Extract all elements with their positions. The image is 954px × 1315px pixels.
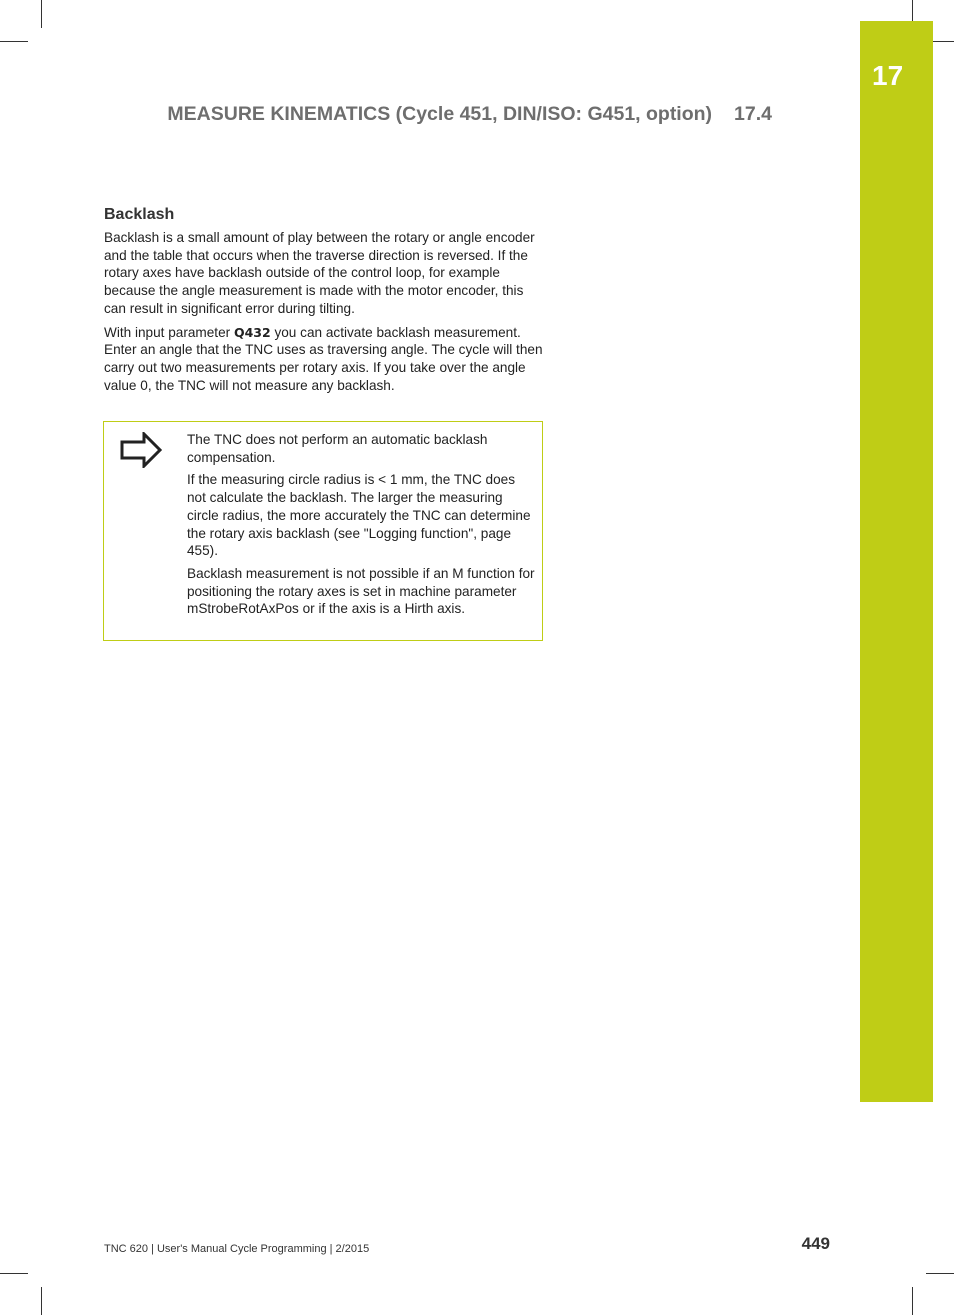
note-item: If the measuring circle radius is < 1 mm, the TNC does not calculate the backlash. The larger the measuring circle radius, the more accurately the TNC can determine the rotary axis backlash (see "Logging function", page 455). <box>187 472 531 559</box>
crop-mark <box>912 1287 913 1315</box>
chapter-number: 17 <box>872 60 904 91</box>
crop-mark <box>0 1273 28 1274</box>
header-section-number: 17.4 <box>734 103 772 125</box>
crop-mark <box>0 41 28 42</box>
page-number: 449 <box>801 1234 830 1253</box>
header-title: MEASURE KINEMATICS (Cycle 451, DIN/ISO: G451, option) <box>167 103 713 125</box>
parameter-name: Q432 <box>233 324 271 340</box>
note-box <box>103 421 543 641</box>
arrow-right-icon <box>120 432 162 468</box>
footer-text: TNC 620 | User's Manual Cycle Programming | 2/2015 <box>104 1243 370 1255</box>
paragraph-text: With input parameter <box>104 324 234 340</box>
note-body <box>187 431 537 623</box>
note-item: The TNC does not perform an automatic backlash compensation. <box>187 432 488 465</box>
section-heading: Backlash <box>104 206 175 223</box>
paragraph: Backlash is a small amount of play between the rotary or angle encoder and the table that occurs when the traverse direction is reversed. If the rotary axes have backlash outside of the control loop, for example because the angle measurement is made with the motor encoder, this can result in significant error during tilting. <box>104 230 535 316</box>
crop-mark <box>41 0 42 28</box>
paragraph-text: you can activate backlash measurement. Enter an angle that the TNC uses as traversing angle. The cycle will then carry out two measurements per rotary axis. If you take over the angle value 0, the TNC will not measure any backlash. <box>104 324 543 393</box>
running-header <box>167 103 772 126</box>
chapter-tab <box>860 21 933 1102</box>
paragraph <box>104 324 544 395</box>
crop-mark <box>41 1287 42 1315</box>
section-content <box>104 206 544 400</box>
note-item: Backlash measurement is not possible if an M function for positioning the rotary axes is set in machine parameter mStrobeRotAxPos or if the axis is a Hirth axis. <box>187 565 535 617</box>
crop-mark <box>926 1273 954 1274</box>
